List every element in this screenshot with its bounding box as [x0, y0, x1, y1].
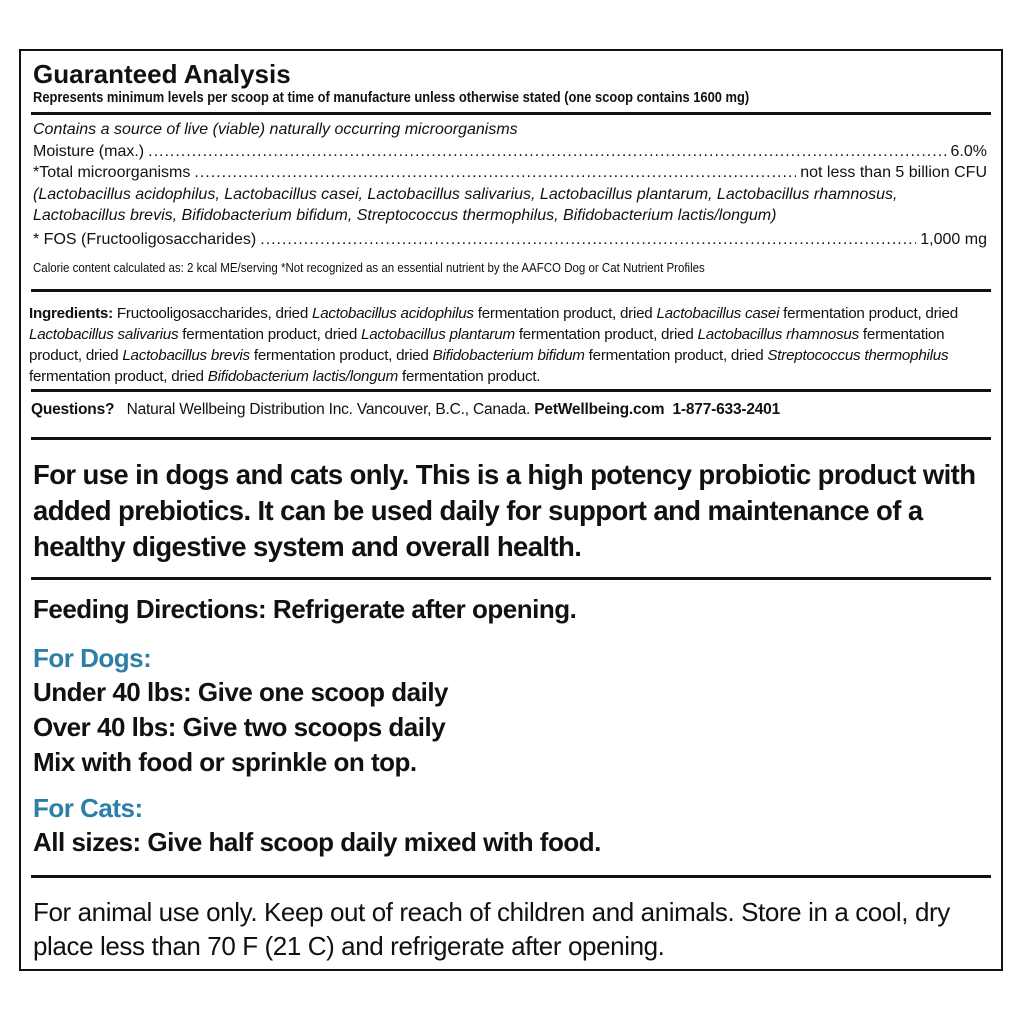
dogs-direction-line: Under 40 lbs: Give one scoop daily	[33, 677, 449, 707]
ingredient-species: Lactobacillus plantarum	[361, 326, 515, 343]
leader-dots	[260, 231, 916, 249]
ingredient-text: fermentation product, dried	[178, 326, 362, 343]
ingredient-text: fermentation product, dried	[584, 347, 768, 364]
ingredient-text: fermentation product, dried	[249, 347, 433, 364]
analysis-value: 6.0%	[950, 143, 987, 160]
ingredient-text: fermentation product, dried	[473, 305, 657, 322]
calorie-note-text: Calorie content calculated as: 2 kcal ME/serving *Not recognized as an essential nutrient by the AAFCO Dog or Cat Nutrient Profiles	[33, 261, 705, 275]
ingredient-species: Bifidobacterium lactis/longum	[207, 368, 399, 385]
subtitle-text: Represents minimum levels per scoop at time of manufacture unless otherwise stated (one scoop contains 1600 mg)	[33, 89, 750, 106]
phone-number[interactable]: 1-877-633-2401	[672, 401, 781, 418]
divider	[31, 289, 991, 292]
cats-direction-line: All sizes: Give half scoop daily mixed with food.	[33, 827, 601, 857]
company-address: Natural Wellbeing Distribution Inc. Vancouver, B.C., Canada.	[126, 401, 531, 418]
analysis-label: *Total microorganisms	[33, 164, 191, 181]
guaranteed-analysis-subtitle	[33, 89, 866, 106]
divider	[31, 112, 991, 115]
leader-dots	[148, 143, 946, 161]
label-panel	[19, 49, 1003, 971]
cats-heading: For Cats:	[33, 793, 143, 823]
ingredients-label: Ingredients:	[29, 305, 113, 322]
ingredient-text: fermentation product, dried	[779, 305, 958, 322]
species-text: Lactobacillus brevis, Bifidobacterium bifidum, Streptococcus thermophilus, Bifidobacterium lactis/longum)	[33, 207, 777, 224]
divider	[31, 875, 991, 878]
ingredient-text: Fructooligosaccharides, dried	[112, 305, 312, 322]
calorie-note	[33, 261, 763, 275]
ingredient-text: fermentation product, dried	[29, 326, 945, 364]
use-statement: For use in dogs and cats only. This is a high potency probiotic product with added prebiotics. It can be used daily for support and maintenance of a healthy digestive system and overall health.	[33, 459, 976, 562]
storage-warning: For animal use only. Keep out of reach of children and animals. Store in a cool, dry place less than 70 F (21 C) and refrigerate after opening.	[33, 897, 950, 961]
ingredient-species: Lactobacillus rhamnosus	[697, 326, 859, 343]
feeding-directions-heading: Feeding Directions: Refrigerate after opening.	[33, 594, 577, 624]
analysis-row-moisture	[33, 143, 987, 161]
ingredients-paragraph	[29, 303, 999, 387]
divider	[31, 577, 991, 580]
ingredient-species: Lactobacillus casei	[656, 305, 780, 322]
divider	[31, 437, 991, 440]
questions-label: Questions?	[31, 401, 115, 418]
dogs-heading: For Dogs:	[33, 643, 152, 673]
source-note	[33, 121, 518, 139]
species-text: (Lactobacillus acidophilus, Lactobacillus casei, Lactobacillus salivarius, Lactobacillus plantarum, Lactobacillus rhamnosus,	[33, 186, 898, 203]
species-list-line-2	[33, 207, 776, 225]
species-list-line-1	[33, 186, 897, 204]
analysis-row-fos	[33, 231, 987, 249]
analysis-label: * FOS (Fructooligosaccharides)	[33, 231, 257, 248]
guaranteed-analysis-title: Guaranteed Analysis	[33, 59, 291, 89]
ingredient-species: Lactobacillus brevis	[122, 347, 250, 364]
analysis-value: not less than 5 billion CFU	[800, 164, 987, 181]
leader-dots	[194, 164, 796, 182]
analysis-row-microorganisms	[33, 164, 987, 182]
dogs-direction-line: Over 40 lbs: Give two scoops daily	[33, 712, 446, 742]
divider	[31, 389, 991, 392]
source-note-text: Contains a source of live (viable) naturally occurring microorganisms	[33, 121, 518, 138]
analysis-label: Moisture (max.)	[33, 143, 145, 160]
ingredient-text: fermentation product, dried	[29, 368, 208, 385]
ingredient-text: fermentation product.	[398, 368, 541, 385]
ingredient-species: Lactobacillus salivarius	[29, 326, 179, 343]
ingredient-text: fermentation product, dried	[514, 326, 698, 343]
analysis-value: 1,000 mg	[920, 231, 987, 248]
ingredient-species: Lactobacillus acidophilus	[312, 305, 474, 322]
ingredient-species: Bifidobacterium bifidum	[432, 347, 585, 364]
questions-line	[31, 401, 780, 419]
website-link[interactable]: PetWellbeing.com	[534, 401, 665, 418]
ingredient-species: Streptococcus thermophilus	[767, 347, 949, 364]
dogs-direction-line: Mix with food or sprinkle on top.	[33, 747, 417, 777]
